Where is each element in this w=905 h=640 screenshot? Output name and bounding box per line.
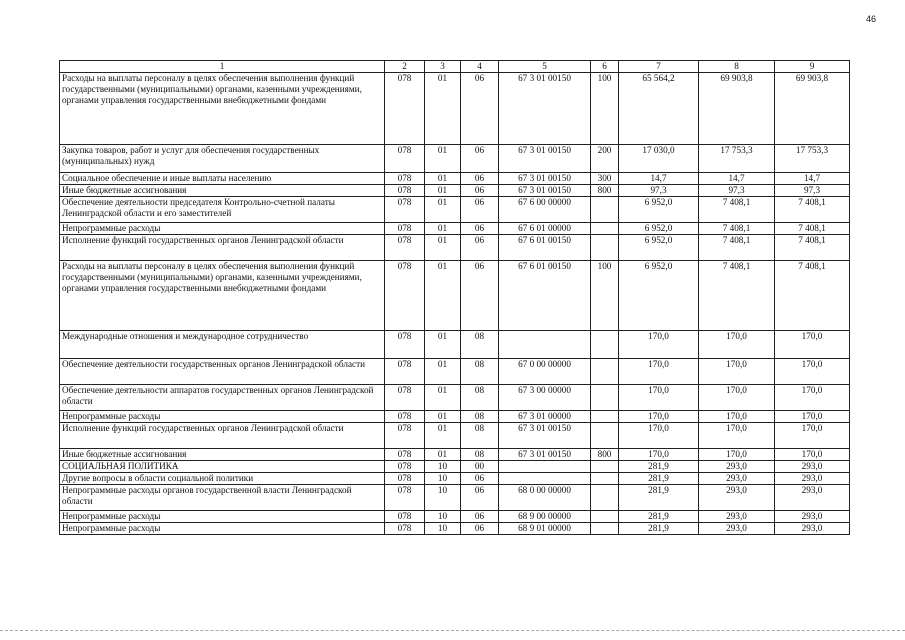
row-admin-code-cell: 078 — [385, 73, 425, 145]
row-admin-code-cell: 078 — [385, 449, 425, 461]
row-target-code-cell: 67 3 01 00150 — [499, 145, 591, 173]
row-amount-2-cell: 7 408,1 — [699, 261, 775, 331]
row-expense-type-cell — [591, 197, 619, 223]
row-subsection-cell: 08 — [461, 385, 499, 411]
row-amount-1-cell: 281,9 — [619, 485, 699, 511]
row-target-code-cell: 67 3 01 00150 — [499, 173, 591, 185]
row-target-code-cell — [499, 473, 591, 485]
row-target-code-cell: 67 3 01 00000 — [499, 411, 591, 423]
row-amount-2-cell: 293,0 — [699, 523, 775, 535]
row-expense-type-cell — [591, 511, 619, 523]
row-admin-code-cell: 078 — [385, 261, 425, 331]
row-target-code-cell: 67 6 01 00150 — [499, 261, 591, 331]
row-admin-code-cell: 078 — [385, 173, 425, 185]
row-amount-3-cell: 293,0 — [775, 473, 850, 485]
row-amount-3-cell: 170,0 — [775, 423, 850, 449]
row-amount-1-cell: 170,0 — [619, 385, 699, 411]
row-name-cell: Международные отношения и международное сотрудничество — [60, 331, 385, 359]
row-admin-code-cell: 078 — [385, 359, 425, 385]
row-amount-2-cell: 97,3 — [699, 185, 775, 197]
row-target-code-cell: 68 0 00 00000 — [499, 485, 591, 511]
row-expense-type-cell: 100 — [591, 261, 619, 331]
row-amount-3-cell: 7 408,1 — [775, 197, 850, 223]
row-subsection-cell: 06 — [461, 197, 499, 223]
table-row — [60, 385, 850, 411]
row-name-cell: Непрограммные расходы органов государственной власти Ленинградской области — [60, 485, 385, 511]
row-name-cell: Исполнение функций государственных органов Ленинградской области — [60, 423, 385, 449]
row-expense-type-cell — [591, 461, 619, 473]
row-target-code-cell: 67 3 01 00150 — [499, 423, 591, 449]
header-cell: 5 — [499, 61, 591, 73]
table-row — [60, 235, 850, 261]
row-amount-3-cell: 293,0 — [775, 511, 850, 523]
row-amount-3-cell: 293,0 — [775, 461, 850, 473]
row-expense-type-cell: 200 — [591, 145, 619, 173]
row-expense-type-cell — [591, 523, 619, 535]
row-amount-3-cell: 69 903,8 — [775, 73, 850, 145]
row-name-cell: Другие вопросы в области социальной политики — [60, 473, 385, 485]
row-section-cell: 01 — [425, 359, 461, 385]
row-amount-2-cell: 170,0 — [699, 331, 775, 359]
header-cell: 3 — [425, 61, 461, 73]
row-amount-2-cell: 69 903,8 — [699, 73, 775, 145]
row-admin-code-cell: 078 — [385, 511, 425, 523]
page-bottom-divider — [0, 630, 905, 631]
row-amount-2-cell: 293,0 — [699, 461, 775, 473]
row-admin-code-cell: 078 — [385, 423, 425, 449]
row-admin-code-cell: 078 — [385, 411, 425, 423]
table-row — [60, 461, 850, 473]
row-amount-1-cell: 170,0 — [619, 411, 699, 423]
row-amount-1-cell: 281,9 — [619, 473, 699, 485]
table-row — [60, 511, 850, 523]
header-cell: 7 — [619, 61, 699, 73]
row-name-cell: Иные бюджетные ассигнования — [60, 185, 385, 197]
row-amount-2-cell: 293,0 — [699, 473, 775, 485]
header-cell: 9 — [775, 61, 850, 73]
row-expense-type-cell: 100 — [591, 73, 619, 145]
row-section-cell: 10 — [425, 523, 461, 535]
row-name-cell: Расходы на выплаты персоналу в целях обеспечения выполнения функций государственными (муниципальными) органами, казенными учреждениями, органами управления государственными внебюджетными фондами — [60, 73, 385, 145]
row-amount-3-cell: 170,0 — [775, 385, 850, 411]
header-row — [60, 61, 850, 73]
row-subsection-cell: 06 — [461, 173, 499, 185]
row-subsection-cell: 08 — [461, 411, 499, 423]
row-amount-2-cell: 170,0 — [699, 411, 775, 423]
table-row — [60, 223, 850, 235]
row-admin-code-cell: 078 — [385, 185, 425, 197]
row-amount-1-cell: 14,7 — [619, 173, 699, 185]
row-subsection-cell: 06 — [461, 223, 499, 235]
row-name-cell: СОЦИАЛЬНАЯ ПОЛИТИКА — [60, 461, 385, 473]
row-amount-3-cell: 170,0 — [775, 359, 850, 385]
table-row — [60, 173, 850, 185]
row-amount-3-cell: 170,0 — [775, 331, 850, 359]
row-admin-code-cell: 078 — [385, 385, 425, 411]
row-amount-1-cell: 6 952,0 — [619, 261, 699, 331]
row-target-code-cell — [499, 461, 591, 473]
row-expense-type-cell: 800 — [591, 449, 619, 461]
row-amount-2-cell: 7 408,1 — [699, 223, 775, 235]
row-expense-type-cell — [591, 223, 619, 235]
row-expense-type-cell — [591, 473, 619, 485]
row-amount-2-cell: 17 753,3 — [699, 145, 775, 173]
row-target-code-cell: 67 6 01 00000 — [499, 223, 591, 235]
row-subsection-cell: 08 — [461, 331, 499, 359]
table-row — [60, 359, 850, 385]
row-name-cell: Непрограммные расходы — [60, 411, 385, 423]
row-amount-1-cell: 6 952,0 — [619, 223, 699, 235]
row-admin-code-cell: 078 — [385, 523, 425, 535]
header-cell: 4 — [461, 61, 499, 73]
row-amount-3-cell: 170,0 — [775, 411, 850, 423]
row-section-cell: 01 — [425, 223, 461, 235]
table-row — [60, 411, 850, 423]
row-amount-1-cell: 6 952,0 — [619, 197, 699, 223]
row-amount-2-cell: 170,0 — [699, 385, 775, 411]
row-amount-3-cell: 7 408,1 — [775, 235, 850, 261]
row-section-cell: 01 — [425, 423, 461, 449]
row-subsection-cell: 08 — [461, 359, 499, 385]
row-amount-3-cell: 17 753,3 — [775, 145, 850, 173]
row-amount-3-cell: 293,0 — [775, 523, 850, 535]
table-row — [60, 423, 850, 449]
row-section-cell: 01 — [425, 449, 461, 461]
row-admin-code-cell: 078 — [385, 197, 425, 223]
row-section-cell: 01 — [425, 173, 461, 185]
table-row — [60, 73, 850, 145]
row-name-cell: Непрограммные расходы — [60, 511, 385, 523]
row-amount-2-cell: 170,0 — [699, 423, 775, 449]
row-expense-type-cell — [591, 411, 619, 423]
row-expense-type-cell — [591, 235, 619, 261]
table-row — [60, 485, 850, 511]
row-target-code-cell: 67 3 01 00150 — [499, 185, 591, 197]
row-amount-1-cell: 281,9 — [619, 523, 699, 535]
row-amount-1-cell: 170,0 — [619, 331, 699, 359]
row-name-cell: Непрограммные расходы — [60, 523, 385, 535]
row-name-cell: Расходы на выплаты персоналу в целях обеспечения выполнения функций государственными (муниципальными) органами, казенными учреждениями, органами управления государственными внебюджетными фондами — [60, 261, 385, 331]
budget-table — [59, 60, 850, 535]
header-cell: 1 — [60, 61, 385, 73]
row-expense-type-cell — [591, 359, 619, 385]
row-name-cell: Обеспечение деятельности аппаратов государственных органов Ленинградской области — [60, 385, 385, 411]
row-amount-2-cell: 170,0 — [699, 449, 775, 461]
row-expense-type-cell — [591, 385, 619, 411]
row-subsection-cell: 00 — [461, 461, 499, 473]
row-admin-code-cell: 078 — [385, 461, 425, 473]
row-amount-1-cell: 6 952,0 — [619, 235, 699, 261]
row-subsection-cell: 06 — [461, 73, 499, 145]
row-section-cell: 01 — [425, 411, 461, 423]
row-subsection-cell: 06 — [461, 145, 499, 173]
row-subsection-cell: 06 — [461, 485, 499, 511]
row-section-cell: 01 — [425, 261, 461, 331]
row-amount-1-cell: 281,9 — [619, 461, 699, 473]
row-target-code-cell: 68 9 00 00000 — [499, 511, 591, 523]
row-admin-code-cell: 078 — [385, 223, 425, 235]
row-amount-3-cell: 293,0 — [775, 485, 850, 511]
row-name-cell: Исполнение функций государственных органов Ленинградской области — [60, 235, 385, 261]
row-target-code-cell: 67 6 01 00150 — [499, 235, 591, 261]
row-expense-type-cell — [591, 423, 619, 449]
row-name-cell: Обеспечение деятельности председателя Контрольно-счетной палаты Ленинградской области и его заместителей — [60, 197, 385, 223]
row-target-code-cell: 67 3 01 00150 — [499, 449, 591, 461]
row-target-code-cell: 67 0 00 00000 — [499, 359, 591, 385]
row-section-cell: 10 — [425, 511, 461, 523]
row-target-code-cell: 67 6 00 00000 — [499, 197, 591, 223]
row-target-code-cell — [499, 331, 591, 359]
row-amount-1-cell: 170,0 — [619, 449, 699, 461]
row-section-cell: 01 — [425, 235, 461, 261]
header-cell: 2 — [385, 61, 425, 73]
header-cell: 6 — [591, 61, 619, 73]
row-amount-2-cell: 7 408,1 — [699, 235, 775, 261]
row-section-cell: 01 — [425, 385, 461, 411]
row-section-cell: 01 — [425, 185, 461, 197]
row-subsection-cell: 06 — [461, 511, 499, 523]
row-amount-2-cell: 293,0 — [699, 511, 775, 523]
row-subsection-cell: 06 — [461, 185, 499, 197]
row-amount-1-cell: 281,9 — [619, 511, 699, 523]
row-subsection-cell: 06 — [461, 473, 499, 485]
row-section-cell: 01 — [425, 197, 461, 223]
row-section-cell: 10 — [425, 461, 461, 473]
row-subsection-cell: 08 — [461, 449, 499, 461]
row-name-cell: Иные бюджетные ассигнования — [60, 449, 385, 461]
row-section-cell: 01 — [425, 145, 461, 173]
row-amount-2-cell: 170,0 — [699, 359, 775, 385]
row-amount-3-cell: 14,7 — [775, 173, 850, 185]
row-subsection-cell: 06 — [461, 261, 499, 331]
row-subsection-cell: 06 — [461, 235, 499, 261]
table-row — [60, 145, 850, 173]
table-row — [60, 473, 850, 485]
row-section-cell: 01 — [425, 331, 461, 359]
row-target-code-cell: 68 9 01 00000 — [499, 523, 591, 535]
row-amount-3-cell: 7 408,1 — [775, 261, 850, 331]
row-amount-1-cell: 65 564,2 — [619, 73, 699, 145]
page-number: 46 — [866, 14, 877, 24]
table-row — [60, 331, 850, 359]
row-amount-3-cell: 97,3 — [775, 185, 850, 197]
row-expense-type-cell: 800 — [591, 185, 619, 197]
header-cell: 8 — [699, 61, 775, 73]
row-section-cell: 10 — [425, 485, 461, 511]
row-name-cell: Обеспечение деятельности государственных органов Ленинградской области — [60, 359, 385, 385]
row-admin-code-cell: 078 — [385, 235, 425, 261]
table-row — [60, 449, 850, 461]
row-amount-2-cell: 7 408,1 — [699, 197, 775, 223]
row-target-code-cell: 67 3 01 00150 — [499, 73, 591, 145]
table-row — [60, 261, 850, 331]
table-row — [60, 185, 850, 197]
row-amount-1-cell: 17 030,0 — [619, 145, 699, 173]
row-section-cell: 10 — [425, 473, 461, 485]
row-subsection-cell: 08 — [461, 423, 499, 449]
row-expense-type-cell: 300 — [591, 173, 619, 185]
row-expense-type-cell — [591, 331, 619, 359]
row-amount-3-cell: 170,0 — [775, 449, 850, 461]
row-expense-type-cell — [591, 485, 619, 511]
row-amount-1-cell: 97,3 — [619, 185, 699, 197]
row-amount-1-cell: 170,0 — [619, 359, 699, 385]
table-body — [60, 73, 850, 535]
row-name-cell: Закупка товаров, работ и услуг для обеспечения государственных (муниципальных) нужд — [60, 145, 385, 173]
row-admin-code-cell: 078 — [385, 473, 425, 485]
table-row — [60, 197, 850, 223]
row-name-cell: Непрограммные расходы — [60, 223, 385, 235]
row-amount-2-cell: 14,7 — [699, 173, 775, 185]
row-subsection-cell: 06 — [461, 523, 499, 535]
row-section-cell: 01 — [425, 73, 461, 145]
table-row — [60, 523, 850, 535]
row-name-cell: Социальное обеспечение и иные выплаты населению — [60, 173, 385, 185]
row-admin-code-cell: 078 — [385, 485, 425, 511]
row-amount-3-cell: 7 408,1 — [775, 223, 850, 235]
row-amount-1-cell: 170,0 — [619, 423, 699, 449]
row-target-code-cell: 67 3 00 00000 — [499, 385, 591, 411]
row-admin-code-cell: 078 — [385, 145, 425, 173]
row-admin-code-cell: 078 — [385, 331, 425, 359]
row-amount-2-cell: 293,0 — [699, 485, 775, 511]
